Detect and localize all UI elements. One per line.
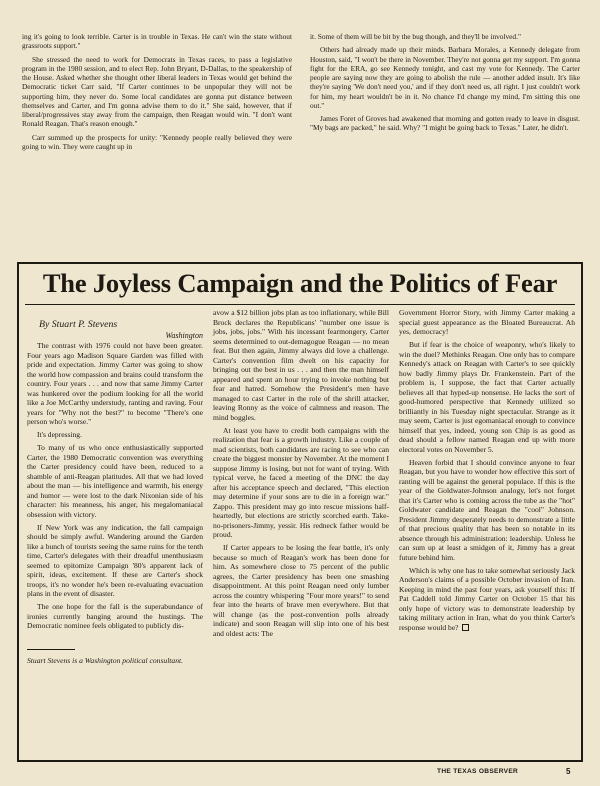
paragraph: Government Horror Story, with Jimmy Carter making a special guest appearance as the Bloated Bureaucrat. Ah yes, democracy! bbox=[399, 308, 575, 336]
paragraph: The one hope for the fall is the superabundance of ironies currently banging around the hustings. The Democratic nominee feels obligated to publicly dis- bbox=[27, 602, 203, 630]
headline-rule bbox=[25, 304, 575, 305]
byline: By Stuart P. Stevens bbox=[39, 319, 118, 330]
paragraph: it. Some of them will be bit by the bug though, and they'll be involved." bbox=[310, 32, 521, 41]
paragraph: James Foret of Groves had awakened that morning and gotten ready to leave in disgust. "My bags are packed," he said. Why? "I might be going back to Texas." Later, he didn't. bbox=[310, 114, 580, 133]
magazine-name: THE TEXAS OBSERVER bbox=[437, 768, 519, 775]
paragraph: If Carter appears to be losing the fear battle, it's only because so much of Reagan's work has been done for him. As somewhere close to 75 percent of the public agrees, the Carter presidency has been one smashing disappointment. At this point Reagan need only lumber across the country whispering "Four more years!" to send fear into the hearts of brave men everywhere. But that will change (as the post-convention polls already indicate) and soon Reagan will slip into one of his best and oldest acts: The bbox=[213, 543, 389, 638]
dateline: Washington bbox=[165, 330, 203, 340]
author-bio: Stuart Stevens is a Washington political consultant. bbox=[27, 655, 184, 665]
top-right-column bbox=[310, 32, 580, 256]
paragraph-text: Which is why one has to take somewhat seriously Jack Anderson's claims of a possible October invasion of Iran. Keeping in mind the past four years, ask yourself this: If Pat Caddell told Jimmy Carter on October 15 that his only hope of victory was to demonstrate leadership by taking military action in Iran, what do you think Carter's response would be? bbox=[399, 565, 575, 632]
paragraph: The contrast with 1976 could not have been greater. Four years ago Madison Square Garden was filled with pride and expectation. Jimmy Carter was going to show the world how compassion and brains could transform the country. Four years . . . and now that same Jimmy Carter was hunkered over the podium looking for all the world like a Joe McCarthy understudy, ranting and raving. Four years for "Why not the best?" to become "There's one person who's worse." bbox=[27, 341, 203, 426]
article-headline: The Joyless Campaign and the Politics of Fear bbox=[42, 268, 558, 298]
page-footer bbox=[0, 768, 600, 780]
top-left-column bbox=[22, 32, 292, 256]
bio-rule bbox=[27, 649, 75, 650]
article-column-1 bbox=[27, 308, 203, 758]
paragraph: At least you have to credit both campaigns with the realization that fear is a growth industry. Like a couple of mad scientists, both candidates are racing to see who can create the biggest monster by November. At the moment I suppose Jimmy is losing, but not for want of trying. With typical verve, he faced a meeting of the DNC the day after his acceptance speech and declared, "This election may determine if your sons are to die in a foreign war." Zappo. This president may go into rescue missions half-heartedly, but elections are strictly scorched earth. Take-no-prisoners-Jimmy, yessir. His redneck father would be proud. bbox=[213, 425, 389, 539]
article-columns bbox=[27, 308, 575, 758]
paragraph-last bbox=[399, 566, 575, 633]
paragraph: Others had already made up their minds. Barbara Morales, a Kennedy delegate from Houston, said, "I won't be there in November. They're not gonna get my support. I'm gonna fight for the ERA, go see Kennedy tonight, and cast my vote for Kennedy. The Carter people are saying now they are going to abolish the rule — another added insult. It's like they're saying 'We don't need you,' and if they don't need us, all right. I just couldn't work for him, my heart wouldn't be in it. No chance I'd change my mind, I'm sitting this one out." bbox=[310, 45, 580, 110]
paragraph: She stressed the need to work for Democrats in Texas races, to pass a legislative program in the 1980 session, and to elect Rep. John Bryant, D-Dallas, to the speakership of the House. Asked whether she thought other liberal leaders in Texas would get behind the Democratic ticket Carr said, "If Carter continues to be unpopular they will not be supporting him, they never do. Some local candidates are gonna put distance between themselves and Carter, and I'm gonna advise them to do it." She said, however, that if liberal/progressives stay away from the campaign, then Reagan would win. "I don't want Ronald Reagan. That's reason enough." bbox=[22, 54, 292, 129]
paragraph: To many of us who once enthusiastically supported Carter, the 1980 Democratic convention was everything the Carter presidency could have been, reduced to a shamble of anti-Reagan platitudes. All that we had loved about the man — his intelligence and warmth, his energy and humor — were lost to the dark Nixonian side of his character: his meanness, his anger, his megalomaniacal obsession with victory. bbox=[27, 443, 203, 519]
paragraph: Heaven forbid that I should convince anyone to fear Reagan, but you have to wonder how effective this sort of ranting will be against the general populace. If this is the year of the Goldwater-Johnson analogy, let's not forget that it's Carter who is coming across the tube as the "hot" Goldwater candidate and Reagan the "cool" Johnson. President Jimmy desperately needs to demonstrate a little of that precious quality that has been so notable in its absence through his administration: leadership. Unless he can sum up at least a smidgen of it, Jimmy has a great future behind him. bbox=[399, 457, 575, 562]
paragraph: avow a $12 billion jobs plan as too inflationary, while Bill Brock declares the Republicans' "number one issue is jobs, jobs, jobs." With his incessant fearmongery, Carter seems determined to out-demagogue Reagan — no mean feat. But then again, Jimmy always did love a challenge. Carter's convention film dwelt on his capacity for bringing out the best in us . . . and then the man himself appeared and spent an hour trying to invoke nothing but fear and hatred. Somehow the President's men have managed to cast Carter in the role of the shrill attacker, leaving Ronny as the voice of calmness and reason. The mind boggles. bbox=[213, 308, 389, 422]
paragraph: ing it's going to look terrible. Carter is in trouble in Texas. He can't win the state without grassroots support." bbox=[22, 32, 292, 51]
article-column-2 bbox=[213, 308, 389, 758]
paragraph: It's depressing. bbox=[37, 430, 82, 439]
article-column-3 bbox=[399, 308, 575, 758]
continued-article bbox=[22, 32, 580, 256]
paragraph: But if fear is the choice of weaponry, who's likely to win the duel? Methinks Reagan. One only has to compare Kennedy's attack on Reagan with Carter's to see quickly how badly Jimmy plays Dr. Frankenstein. Part of the problem is, I suppose, the fact that Carter actually believes all that hyped-up nonsense. He lacks the sort of good-humored perspective that Kennedy utilized so brilliantly in his Tuesday night spectacular. Strange as it may seem, Carter is just egomaniacal enough to convince himself that yes, indeed, young son Chip is as good as dead should a fellow named Reagan end up with more electoral votes on November 5. bbox=[399, 340, 575, 454]
paragraph: If New York was any indication, the fall campaign should be simply awful. Wandering around the Garden like a bunch of tourists seeing the same ruins for the tenth time, Carter's delegates with their dreadful unenthusiasm seemed to epitomize Campaign '80's apparent lack of spirit, ideas, excitement. If these are Carter's shock troops, it's no wonder he's been re-evaluating evacuation plans in the event of disaster. bbox=[27, 522, 203, 598]
boxed-article bbox=[17, 262, 583, 762]
end-mark-icon bbox=[462, 624, 469, 631]
page-number: 5 bbox=[566, 767, 571, 776]
paragraph: Carr summed up the prospects for unity: "Kennedy people really believed they were going to win. They were caught up in bbox=[22, 132, 292, 151]
